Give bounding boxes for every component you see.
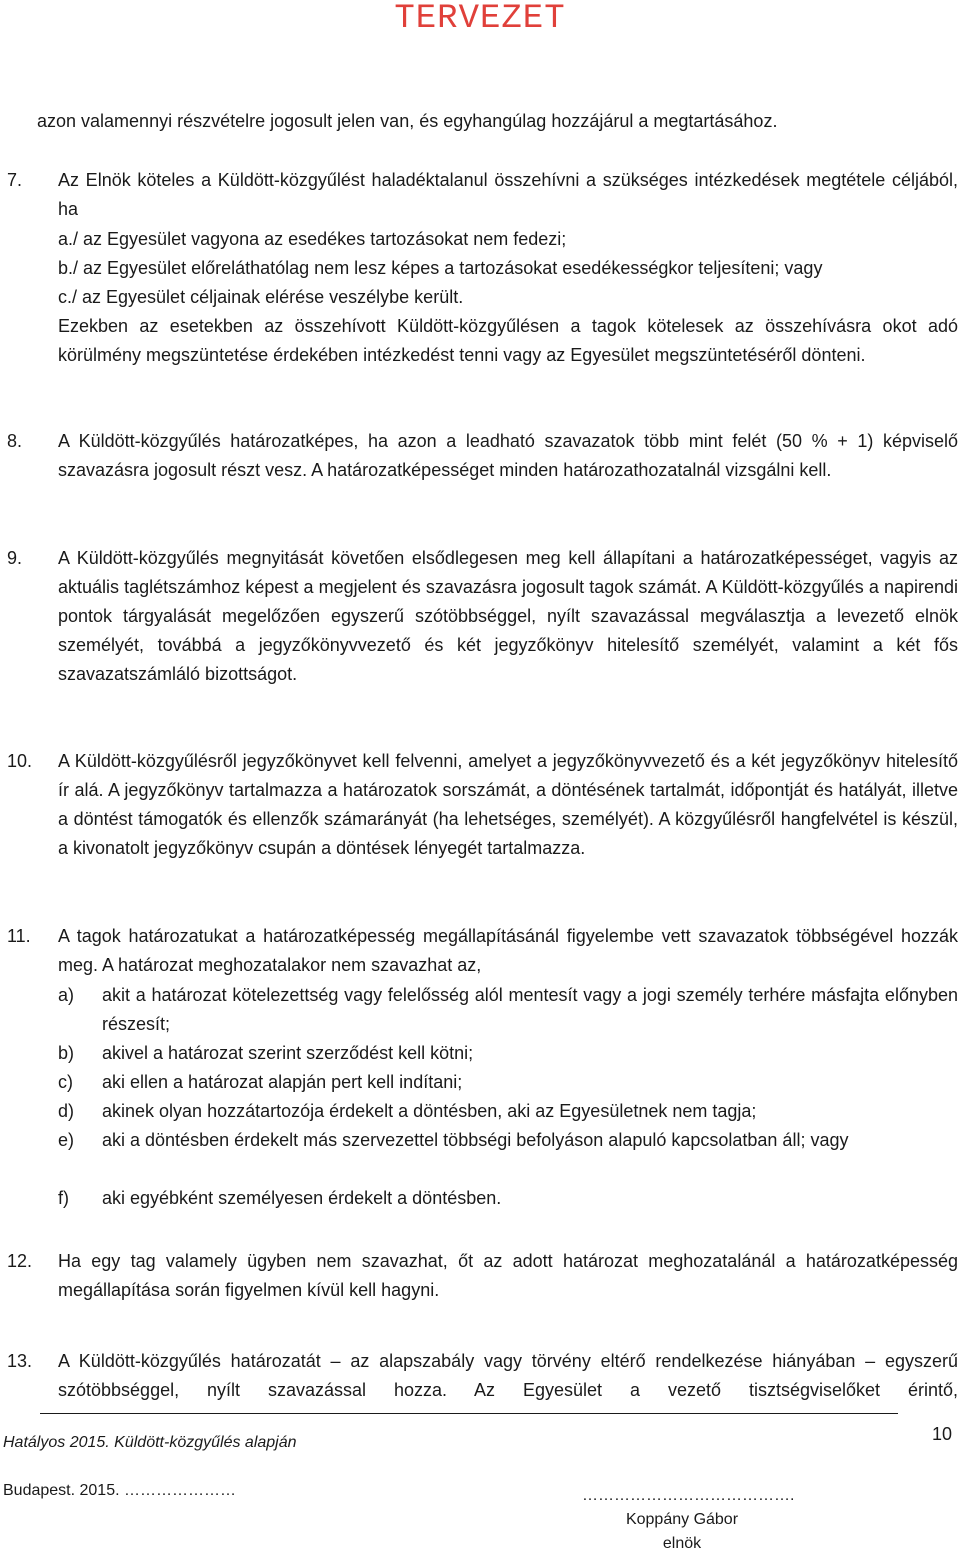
item-11-e-label: e) [58,1130,75,1150]
item-7-condition-a: a./ az Egyesület vagyona az esedékes tartozásokat nem fedezi; [58,229,567,249]
item-8-text: A Küldött-közgyűlés határozatképes, ha azon a leadható szavazatok több mint felét (50 % + 1) képviselő szavazásra jogosult részt vesz. A határozatképességet minden határozathozatalnál vizsgálni kell. [58,431,958,480]
item-7-condition-c: c./ az Egyesület céljainak elérése veszélybe került. [58,287,464,307]
item-11-b-label: b) [58,1043,75,1063]
item-13-text: A Küldött-közgyűlés határozatát – az alapszabály vagy törvény eltérő rendelkezése hiányában – egyszerű szótöbbséggel, nyílt szavazással hozza. Az Egyesület a vezető tisztségviselőket érintő, [58,1351,958,1400]
item-11-a-label: a) [58,985,75,1005]
item-8-number: 8. [7,431,23,451]
signature-line: …………………………………. [582,1487,795,1504]
item-9-number: 9. [7,548,23,568]
item-11-f-text: aki egyébként személyesen érdekelt a döntésben. [102,1188,502,1208]
item-7-condition-b: b./ az Egyesület előreláthatólag nem lesz képes a tartozásokat esedékességkor teljesíteni; vagy [58,258,823,278]
lead-line: azon valamennyi részvételre jogosult jelen van, és egyhangúlag hozzájárul a megtartásához. [37,111,778,131]
footer-divider [40,1413,898,1414]
place-date: Budapest. 2015. ………………… [3,1482,236,1499]
page-number: 10 [932,1424,953,1444]
item-12-number: 12. [7,1251,33,1271]
item-11-a-text: akit a határozat kötelezettség vagy felelősség alól mentesít vagy a jogi személy terhére másfajta előnyben részesít; [102,985,958,1034]
footer-validity: Hatályos 2015. Küldött-közgyűlés alapján [3,1434,297,1451]
item-11-f-label: f) [58,1188,69,1208]
item-10-text: A Küldött-közgyűlésről jegyzőkönyvet kell felvenni, amelyet a jegyzőkönyvvezető és a két jegyzőkönyv hitelesítő ír alá. A jegyzőkönyv tartalmazza a határozatok sorszámát, a döntésének tartalmát, időpontját és hatályát, illetve a döntést támogatók és ellenzők számarányát (ha lehetséges, személyét). A közgyűlésről hangfelvétel is készül, a kivonatolt jegyzőkönyv csupán a döntések lényegét tartalmazza. [58,751,958,858]
item-11-c-text: aki ellen a határozat alapján pert kell indítani; [102,1072,463,1092]
draft-watermark: TERVEZET [394,0,566,38]
item-11-e-text: aki a döntésben érdekelt más szervezettel többségi befolyáson alapuló kapcsolatban áll; vagy [102,1130,849,1150]
item-11-b-text: akivel a határozat szerint szerződést kell kötni; [102,1043,474,1063]
item-11-c-label: c) [58,1072,73,1092]
item-11-d-label: d) [58,1101,75,1121]
item-12-text: Ha egy tag valamely ügyben nem szavazhat, őt az adott határozat meghozatalánál a határozatképesség megállapítása során figyelmen kívül kell hagyni. [58,1251,958,1300]
item-11-d-text: akinek olyan hozzátartozója érdekelt a döntésben, aki az Egyesületnek nem tagja; [102,1101,757,1121]
item-9-text: A Küldött-közgyűlés megnyitását követően elsődlegesen meg kell állapítani a határozatképességet, vagyis az aktuális taglétszámhoz képest a megjelent és szavazásra jogosult tagok számát. A Küldött-közgyűlés a napirendi pontok tárgyalását megelőzően egyszerű szótöbbséggel, nyílt szavazással megválasztja a levezető elnök személyét, továbbá a jegyzőkönyvvezető és két jegyzőkönyv hitelesítő személyét, valamint a két fős szavazatszámláló bizottságot. [58,548,958,684]
item-11-number: 11. [7,926,31,946]
item-13-number: 13. [7,1351,33,1371]
item-10-number: 10. [7,751,33,771]
item-11-text: A tagok határozatukat a határozatképesség megállapításánál figyelembe vett szavazatok többségével hozzák meg. A határozat meghozatalakor nem szavazhat az, [58,926,958,975]
signature-block [582,1484,795,1556]
item-7-text: Az Elnök köteles a Küldött-közgyűlést haladéktalanul összehívni a szükséges intézkedések megtétele céljából, ha [58,170,958,219]
signatory-role: elnök [662,1535,702,1552]
item-7-closing: Ezekben az esetekben az összehívott Küldött-közgyűlésen a tagok kötelesek az összehívásra okot adó körülmény megszüntetése érdekében intézkedést tenni vagy az Egyesület megszüntetéséről dönteni. [58,316,958,365]
item-7-number: 7. [7,170,23,190]
signatory-name: Koppány Gábor [625,1511,739,1528]
